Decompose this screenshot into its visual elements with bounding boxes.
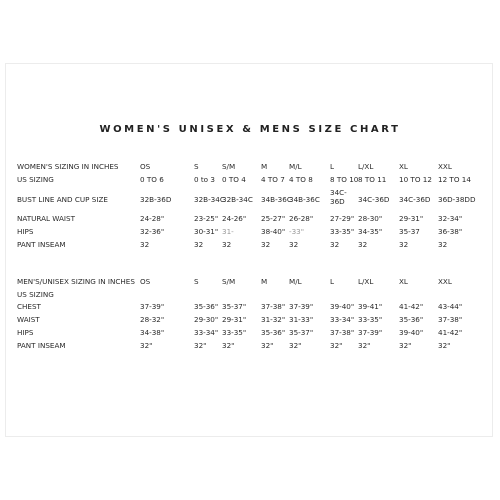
table-cell: 34-38" — [140, 328, 165, 337]
row-label: US SIZING — [17, 290, 54, 299]
table-cell: 43-44" — [438, 302, 463, 311]
table-cell: 25-27" — [261, 214, 286, 223]
table-cell: 33-35" — [330, 227, 355, 236]
table-cell: 8 TO 10 — [330, 175, 359, 184]
table-cell: 32" — [438, 341, 451, 350]
table-cell: 33-35" — [358, 315, 383, 324]
table-cell: 35-36" — [194, 302, 219, 311]
table-cell: 8 TO 11 — [358, 175, 387, 184]
row-label: WAIST — [17, 315, 40, 324]
col-header: L — [330, 162, 335, 171]
col-header: OS — [140, 277, 151, 286]
table-cell: 37-38" — [261, 302, 286, 311]
table-cell: 32 — [358, 240, 368, 249]
table-cell: 34C-36D — [358, 195, 390, 204]
table-cell: 0 TO 4 — [222, 175, 246, 184]
table-cell: 38-40" — [261, 227, 286, 236]
table-cell: 34-35" — [358, 227, 383, 236]
table-cell: 34C-36D — [399, 195, 431, 204]
table-cell: 32 — [289, 240, 299, 249]
col-header: L — [330, 277, 335, 286]
men-header-label: MEN'S/UNISEX SIZING IN INCHES — [17, 277, 135, 286]
row-label: HIPS — [17, 328, 34, 337]
table-cell: 0 to 3 — [194, 175, 215, 184]
table-cell: 37-38" — [330, 328, 355, 337]
table-cell: 35-36" — [261, 328, 286, 337]
table-cell: 37-39" — [358, 328, 383, 337]
row-label: NATURAL WAIST — [17, 214, 75, 223]
table-cell: 33-34" — [330, 315, 355, 324]
table-cell: 32 — [438, 240, 448, 249]
table-cell: 32" — [261, 341, 274, 350]
col-header: S/M — [222, 277, 236, 286]
col-header: OS — [140, 162, 151, 171]
table-cell: 26-28" — [289, 214, 314, 223]
table-cell: 32-34" — [438, 214, 463, 223]
table-cell: 24-26" — [222, 214, 247, 223]
col-header: S — [194, 277, 199, 286]
table-cell: 37-38" — [438, 315, 463, 324]
col-header: S/M — [222, 162, 236, 171]
row-label: BUST LINE AND CUP SIZE — [17, 195, 108, 204]
table-cell: 35-37 — [399, 227, 420, 236]
table-cell: 4 TO 7 — [261, 175, 285, 184]
table-cell: 31-33" — [289, 315, 314, 324]
table-cell: 31-32" — [261, 315, 286, 324]
row-label: HIPS — [17, 227, 34, 236]
col-header: L/XL — [358, 162, 374, 171]
col-header: L/XL — [358, 277, 374, 286]
table-cell: 32-36" — [140, 227, 165, 236]
table-cell: 12 TO 14 — [438, 175, 471, 184]
table-cell: 34B-36C — [289, 195, 320, 204]
table-cell: 32 — [399, 240, 409, 249]
table-cell: 37-39" — [289, 302, 314, 311]
women-header-label: WOMEN'S SIZING IN INCHES — [17, 162, 119, 171]
table-cell: 37-39" — [140, 302, 165, 311]
table-cell: 32" — [358, 341, 371, 350]
table-cell: 32" — [399, 341, 412, 350]
table-cell: 32" — [289, 341, 302, 350]
col-header: XL — [399, 277, 408, 286]
col-header: XXL — [438, 162, 452, 171]
table-cell: 41-42" — [438, 328, 463, 337]
table-cell: 35-36" — [399, 315, 424, 324]
row-label: US SIZING — [17, 175, 54, 184]
table-cell: 39-40" — [330, 302, 355, 311]
table-cell: 31- — [222, 227, 234, 236]
table-cell: 27-29" — [330, 214, 355, 223]
page-title: WOMEN'S UNISEX & MENS SIZE CHART — [99, 124, 401, 135]
table-cell: 32" — [140, 341, 153, 350]
table-cell: 39-40" — [399, 328, 424, 337]
table-cell: 32B-34C — [194, 195, 225, 204]
table-cell: 33-34" — [194, 328, 219, 337]
table-cell: 35-37" — [222, 302, 247, 311]
table-cell: 32 — [261, 240, 271, 249]
table-cell: 24-28" — [140, 214, 165, 223]
row-label: CHEST — [17, 302, 41, 311]
table-cell: 32" — [194, 341, 207, 350]
table-cell: 32" — [222, 341, 235, 350]
table-cell: 4 TO 8 — [289, 175, 313, 184]
col-header: S — [194, 162, 199, 171]
table-cell: 32B-34C — [222, 195, 253, 204]
row-label: PANT INSEAM — [17, 341, 66, 350]
table-cell: 32 — [222, 240, 232, 249]
table-cell: 32 — [330, 240, 340, 249]
table-cell: 29-31" — [222, 315, 247, 324]
col-header: M — [261, 277, 268, 286]
row-label: PANT INSEAM — [17, 240, 66, 249]
table-cell: 28-32" — [140, 315, 165, 324]
table-cell: 41-42" — [399, 302, 424, 311]
table-cell: 34C-36D — [330, 188, 347, 206]
table-cell: 32" — [330, 341, 343, 350]
table-cell: 39-41" — [358, 302, 383, 311]
table-cell: 29-30" — [194, 315, 219, 324]
col-header: M/L — [289, 277, 302, 286]
col-header: M — [261, 162, 268, 171]
col-header: XXL — [438, 277, 452, 286]
table-cell: 29-31" — [399, 214, 424, 223]
table-cell: 10 TO 12 — [399, 175, 432, 184]
table-cell: 32 — [194, 240, 204, 249]
table-cell: 23-25" — [194, 214, 219, 223]
table-cell: 35-37" — [289, 328, 314, 337]
table-cell: 36D-38DD — [438, 195, 476, 204]
table-cell: -33" — [289, 227, 305, 236]
col-header: XL — [399, 162, 408, 171]
table-cell: 34B-36C — [261, 195, 292, 204]
table-cell: 28-30" — [358, 214, 383, 223]
table-cell: 0 TO 6 — [140, 175, 164, 184]
table-cell: 32 — [140, 240, 150, 249]
table-cell: 36-38" — [438, 227, 463, 236]
table-cell: 33-35" — [222, 328, 247, 337]
table-cell: 30-31" — [194, 227, 219, 236]
table-cell: 32B-36D — [140, 195, 172, 204]
col-header: M/L — [289, 162, 302, 171]
